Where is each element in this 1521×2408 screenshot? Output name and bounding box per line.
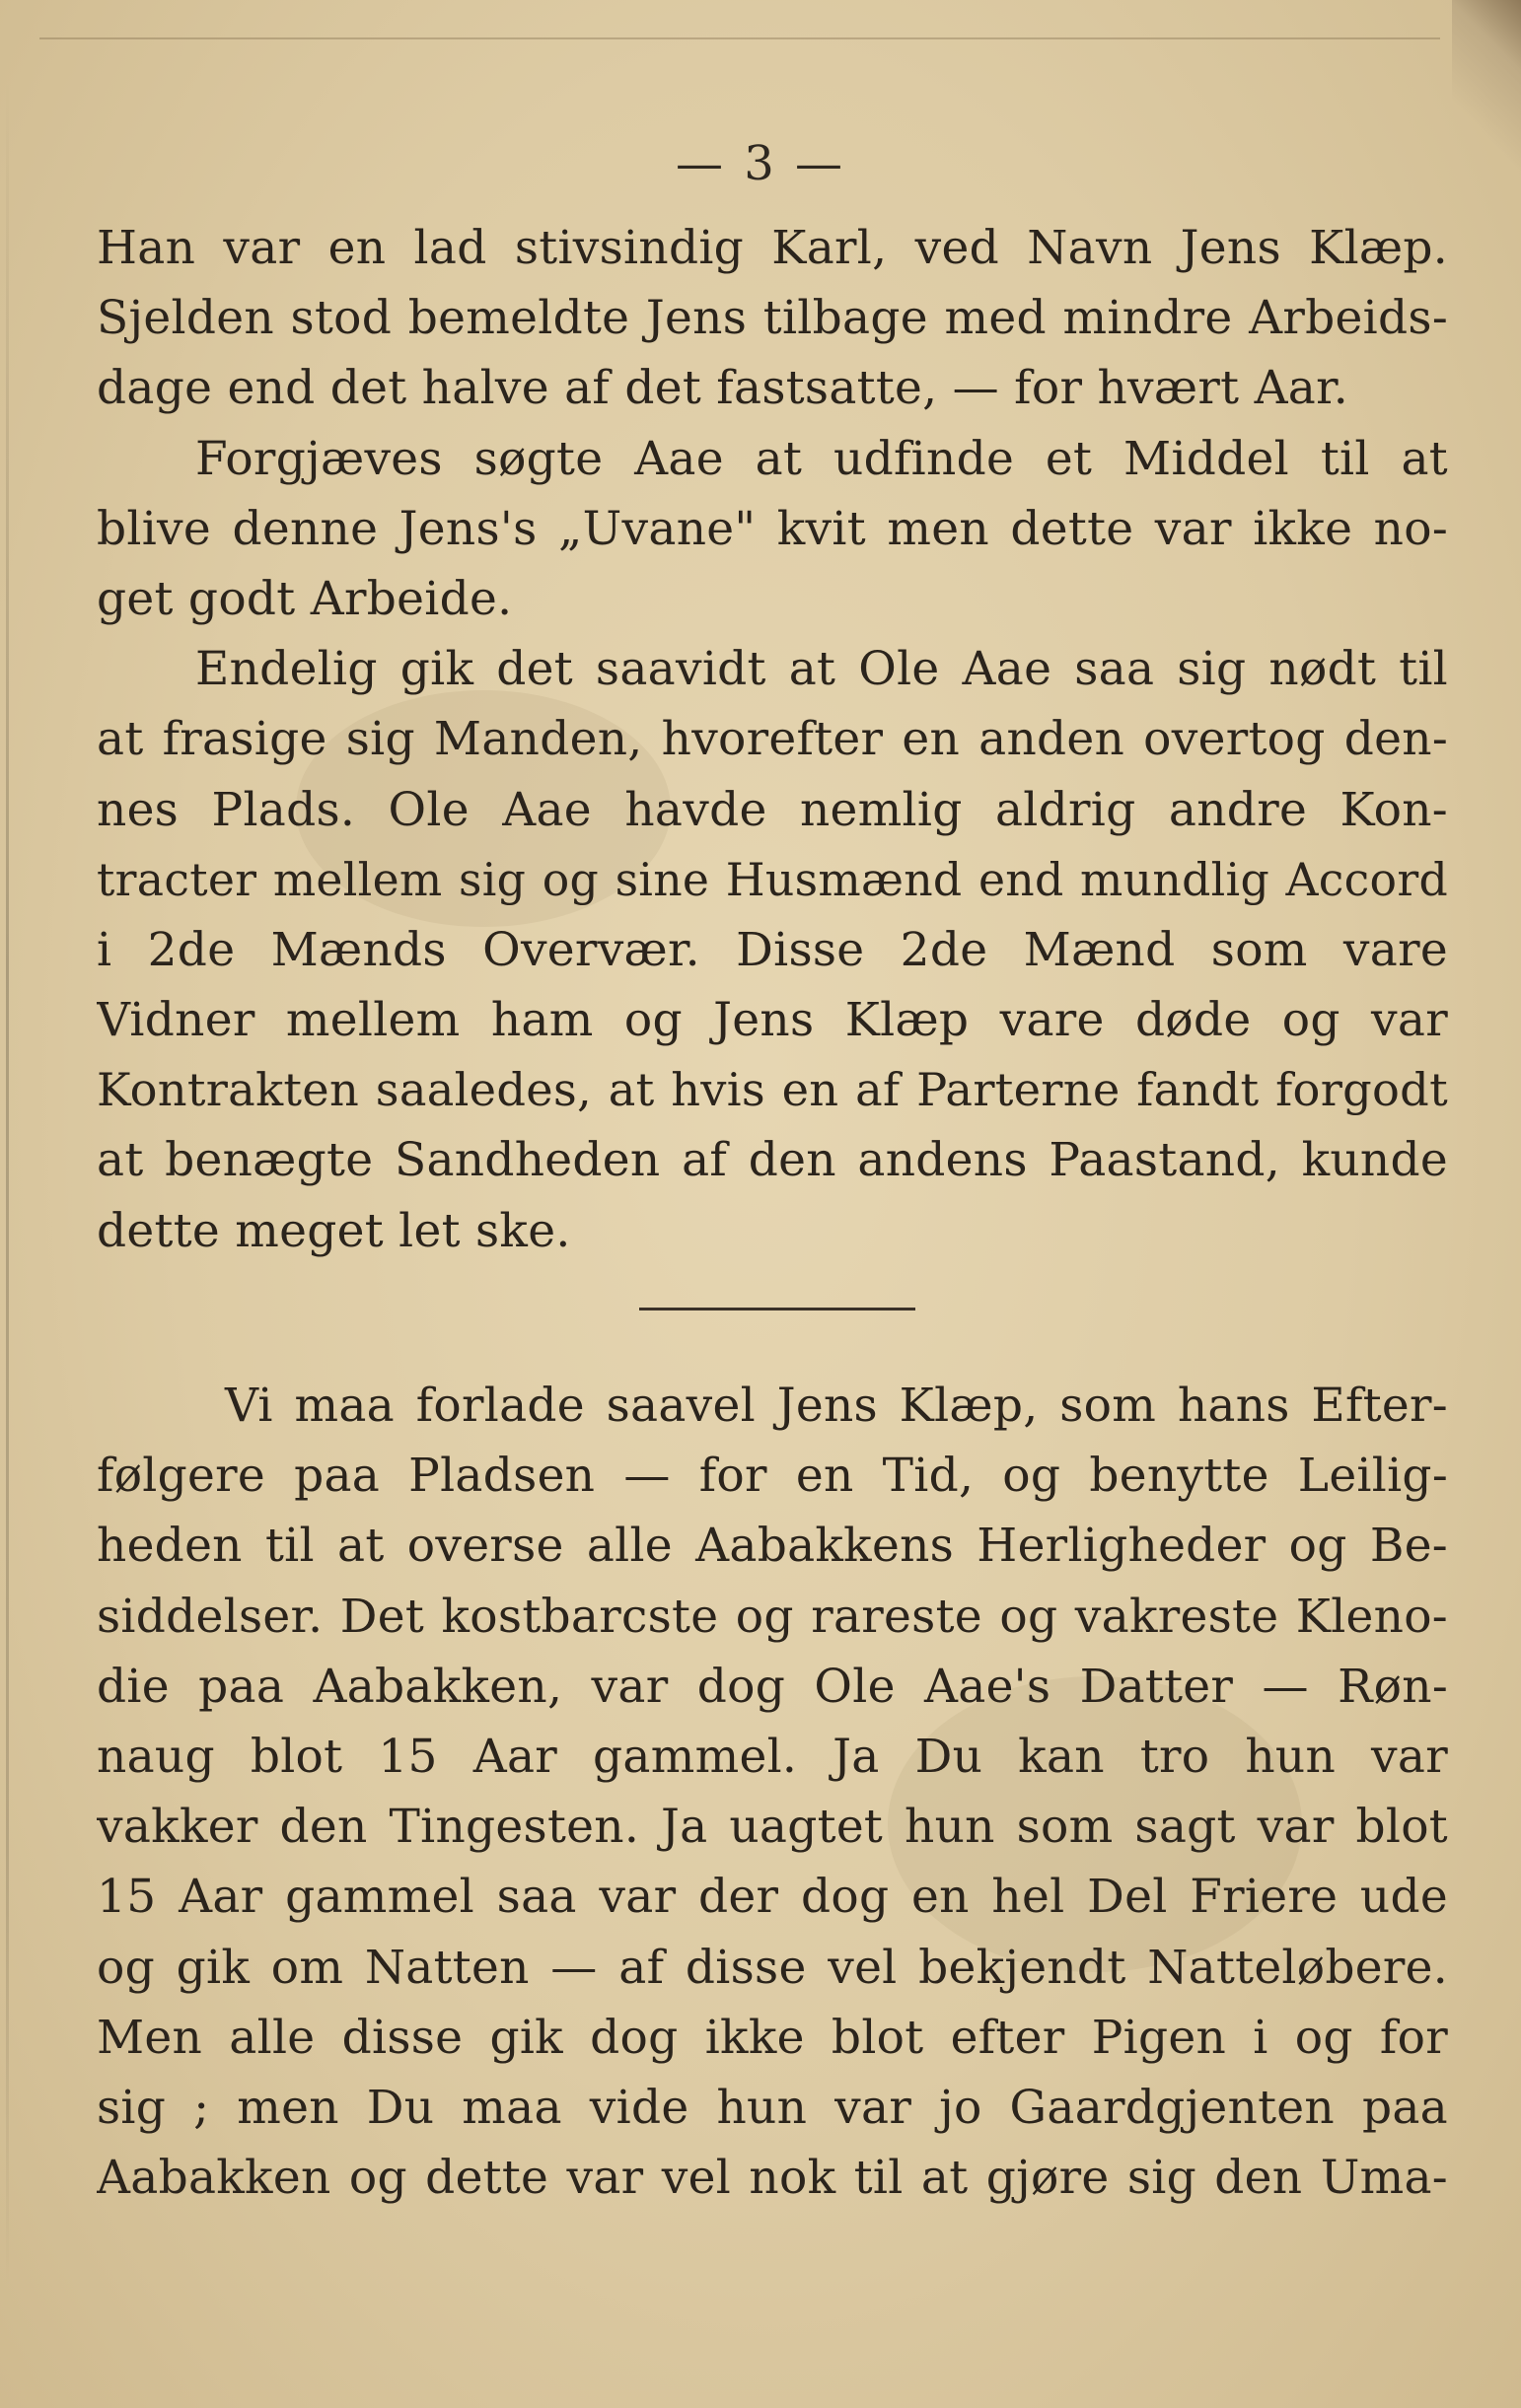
- paragraph-section-1: [97, 213, 1448, 1266]
- text-line: at frasige sig Manden, hvorefter en anden overtog den-: [97, 712, 1448, 767]
- text-line: følgere paa Pladsen — for en Tid, og benytte Leilig-: [97, 1449, 1448, 1504]
- text-line: Endelig gik det saavidt at Ole Aae saa sig nødt til: [195, 642, 1448, 697]
- text-line: Aabakken og dette var vel nok til at gjøre sig den Uma-: [97, 2151, 1448, 2206]
- paragraph-section-2: [97, 1371, 1448, 2213]
- page-top-edge: [39, 37, 1440, 39]
- text-line: Forgjæves søgte Aae at udfinde et Middel til at: [195, 431, 1448, 486]
- text-line: sig ; men Du maa vide hun var jo Gaardgjenten paa: [97, 2080, 1448, 2135]
- text-line: heden til at overse alle Aabakkens Herligheder og Be-: [97, 1519, 1448, 1574]
- text-line: 15 Aar gammel saa var der dog en hel Del Friere ude: [97, 1870, 1448, 1925]
- section-divider: [639, 1308, 915, 1310]
- page-left-edge: [6, 79, 9, 2288]
- text-line: Kontrakten saaledes, at hvis en af Parterne fandt forgodt: [97, 1063, 1448, 1117]
- text-line: tracter mellem sig og sine Husmænd end mundlig Accord: [97, 853, 1448, 906]
- text-line: siddelser. Det kostbarcste og rareste og vakreste Kleno-: [97, 1589, 1448, 1644]
- text-line: i 2de Mænds Overvær. Disse 2de Mænd som vare: [97, 922, 1448, 977]
- text-line: blive denne Jens's „Uvane" kvit men dette var ikke no-: [97, 501, 1448, 556]
- text-line: at benægte Sandheden af den andens Paastand, kunde: [97, 1133, 1448, 1188]
- text-line: Vi maa forlade saavel Jens Klæp, som hans Efter-: [225, 1379, 1448, 1433]
- text-line: naug blot 15 Aar gammel. Ja Du kan tro hun var: [97, 1729, 1448, 1784]
- text-line: Sjelden stod bemeldte Jens tilbage med mindre Arbeids-: [97, 291, 1448, 346]
- text-line: nes Plads. Ole Aae havde nemlig aldrig andre Kon-: [97, 782, 1448, 837]
- text-line: og gik om Natten — af disse vel bekjendt Natteløbere.: [97, 1940, 1448, 1995]
- text-line: dette meget let ske.: [97, 1203, 571, 1258]
- text-line: vakker den Tingesten. Ja uagtet hun som sagt var blot: [97, 1800, 1448, 1855]
- text-line: Han var en lad stivsindig Karl, ved Navn Jens Klæp.: [97, 221, 1448, 275]
- text-line: dage end det halve af det fastsatte, — for hvært Aar.: [97, 361, 1348, 416]
- page-number: — 3 —: [675, 136, 846, 191]
- text-line: Vidner mellem ham og Jens Klæp vare døde og var: [97, 993, 1448, 1048]
- text-line: die paa Aabakken, var dog Ole Aae's Datter — Røn-: [97, 1659, 1448, 1714]
- text-line: get godt Arbeide.: [97, 571, 513, 626]
- text-line: Men alle disse gik dog ikke blot efter Pigen i og for: [97, 2010, 1448, 2065]
